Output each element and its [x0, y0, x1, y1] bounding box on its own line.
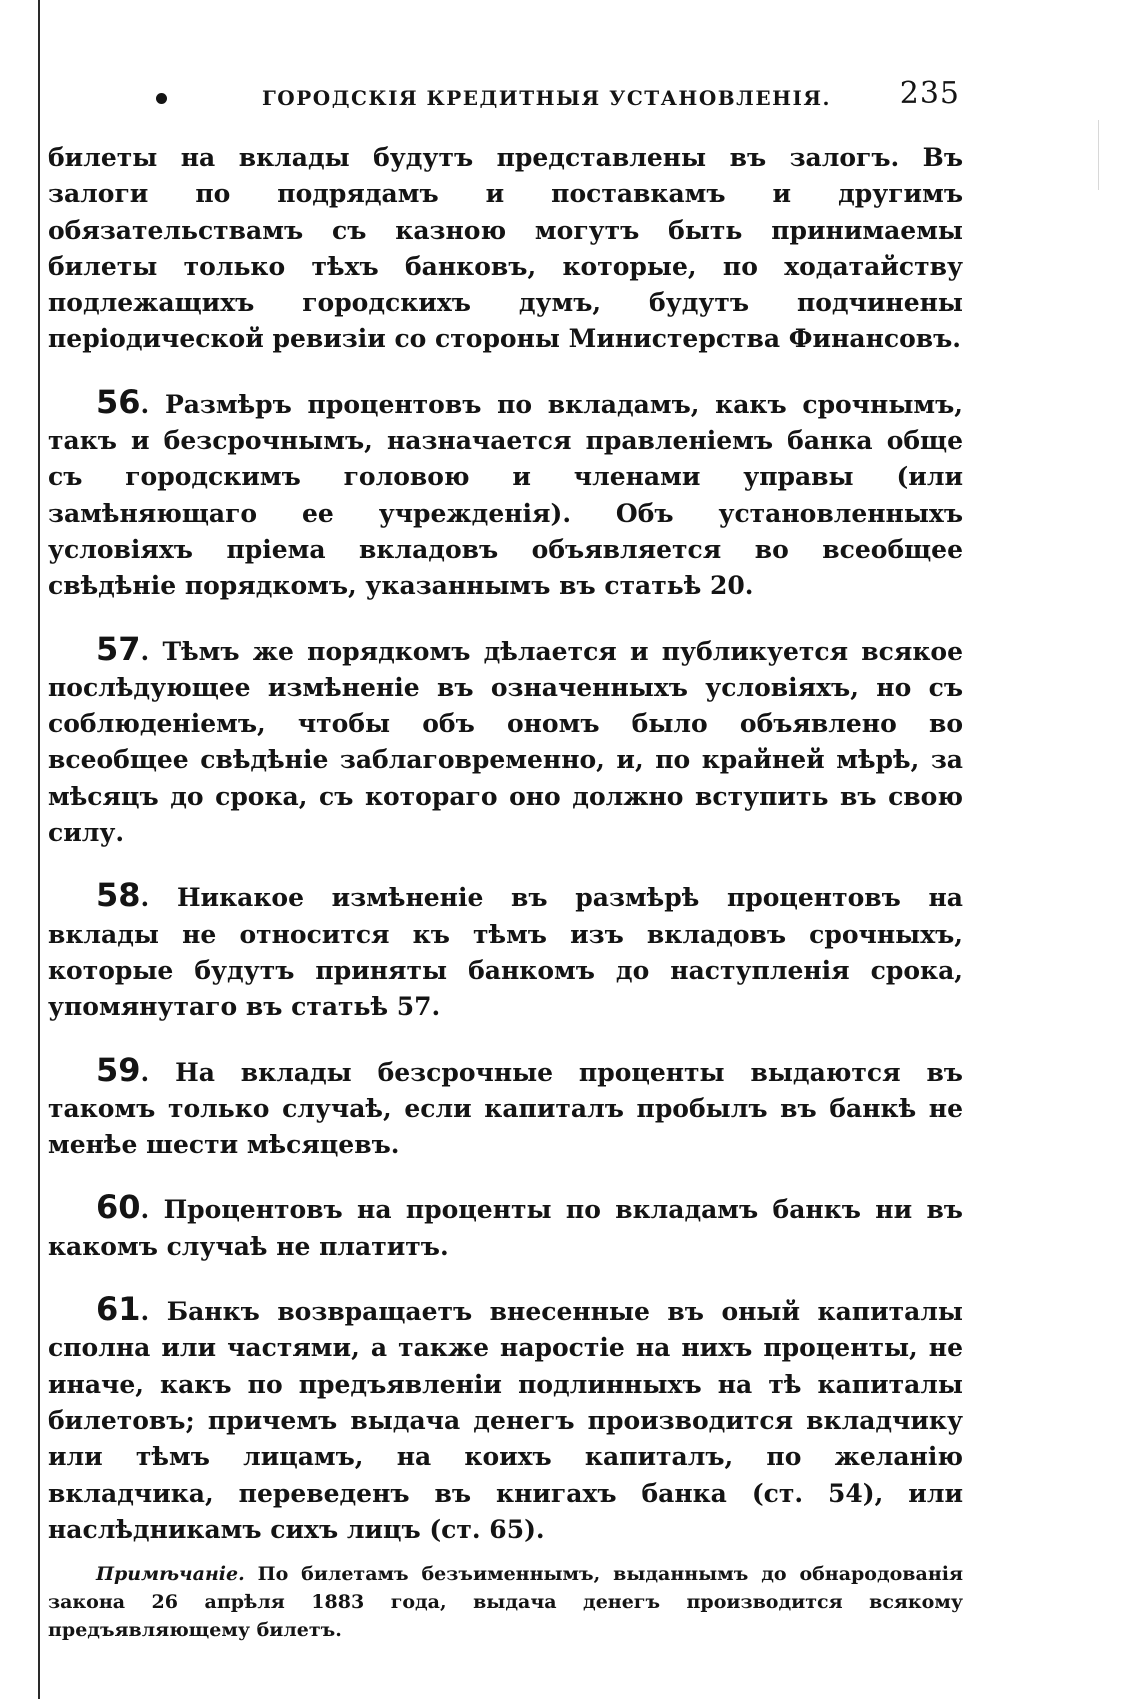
article-number: 59 — [96, 1050, 141, 1089]
article-number: 60 — [96, 1188, 141, 1227]
page-body — [48, 140, 963, 1644]
running-head: ГОРОДСКІЯ КРЕДИТНЫЯ УСТАНОВЛЕНІЯ. — [262, 86, 831, 110]
article-text: Процентовъ на проценты по вкладамъ банкъ ни въ какомъ случаѣ не платитъ. — [48, 1195, 963, 1261]
header-bullet-icon — [156, 93, 167, 104]
article-59 — [48, 1052, 963, 1164]
page-header — [150, 74, 960, 118]
article-text: Банкъ возвращаетъ внесенные въ оный капиталы сполна или частями, а также наростіе на нихъ проценты, не иначе, какъ по предъявленіи подлинныхъ на тѣ капиталы билетовъ; причемъ выдача денегъ производится вкладчику или тѣмъ лицамъ, на коихъ капиталъ, по желанію вкладчика, переведенъ въ книгахъ банка (ст. 54), или наслѣдникамъ сихъ лицъ (ст. 65). — [48, 1297, 963, 1544]
article-text: Тѣмъ же порядкомъ дѣлается и публикуется всякое послѣдующее измѣненіе въ означенныхъ условіяхъ, но съ соблюденіемъ, чтобы объ ономъ было объявлено во всеобщее свѣдѣніе заблаговременно, и, по крайней мѣрѣ, за мѣсяцъ до срока, съ котораго оно должно вступить въ свою силу. — [48, 636, 963, 848]
article-number: 56 — [96, 382, 141, 421]
article-58 — [48, 877, 963, 1025]
footnote — [48, 1560, 963, 1644]
page-number: 235 — [899, 76, 960, 111]
article-dot: . — [140, 1195, 164, 1225]
article-61 — [48, 1291, 963, 1548]
article-dot: . — [140, 389, 165, 419]
page-edge-line — [38, 0, 40, 1699]
note-title: Примѣчаніе. — [96, 1563, 245, 1586]
article-text: На вклады безсрочные проценты выдаются въ такомъ только случаѣ, если капиталъ пробылъ въ банкѣ не менѣе шести мѣсяцевъ. — [48, 1057, 963, 1160]
article-number: 58 — [96, 876, 141, 915]
article-number: 61 — [96, 1290, 141, 1329]
margin-mark — [1098, 120, 1099, 190]
intro-paragraph: билеты на вклады будутъ представлены въ залогъ. Въ залоги по подрядамъ и поставкамъ и другимъ обязательствамъ съ казною могутъ быть принимаемы билеты только тѣхъ банковъ, которые, по ходатайству подлежащихъ городскихъ думъ, будутъ подчинены періодической ревизіи со стороны Министерства Финансовъ. — [48, 143, 963, 354]
article-dot: . — [140, 636, 163, 666]
article-dot: . — [140, 883, 177, 913]
article-56 — [48, 384, 963, 605]
article-dot: . — [140, 1057, 176, 1087]
article-text: Размѣръ процентовъ по вкладамъ, какъ срочнымъ, такъ и безсрочнымъ, назначается правленіемъ банка обще съ городскимъ головою и членами управы (или замѣняющаго ее учрежденія). Объ установленныхъ условіяхъ пріема вкладовъ объявляется во всеобщее свѣдѣніе порядкомъ, указаннымъ въ статьѣ 20. — [48, 389, 963, 601]
article-number: 57 — [96, 629, 141, 668]
article-dot: . — [140, 1297, 167, 1327]
note-text: По билетамъ безъименнымъ, выданнымъ до обнародованія закона 26 апрѣля 1883 года, выдача денегъ производится всякому предъявляющему билетъ. — [48, 1563, 963, 1642]
article-60 — [48, 1189, 963, 1265]
article-text: Никакое измѣненіе въ размѣрѣ процентовъ на вклады не относится къ тѣмъ изъ вкладовъ срочныхъ, которые будутъ приняты банкомъ до наступленія срока, упомянутаго въ статьѣ 57. — [48, 883, 963, 1022]
article-57 — [48, 631, 963, 852]
